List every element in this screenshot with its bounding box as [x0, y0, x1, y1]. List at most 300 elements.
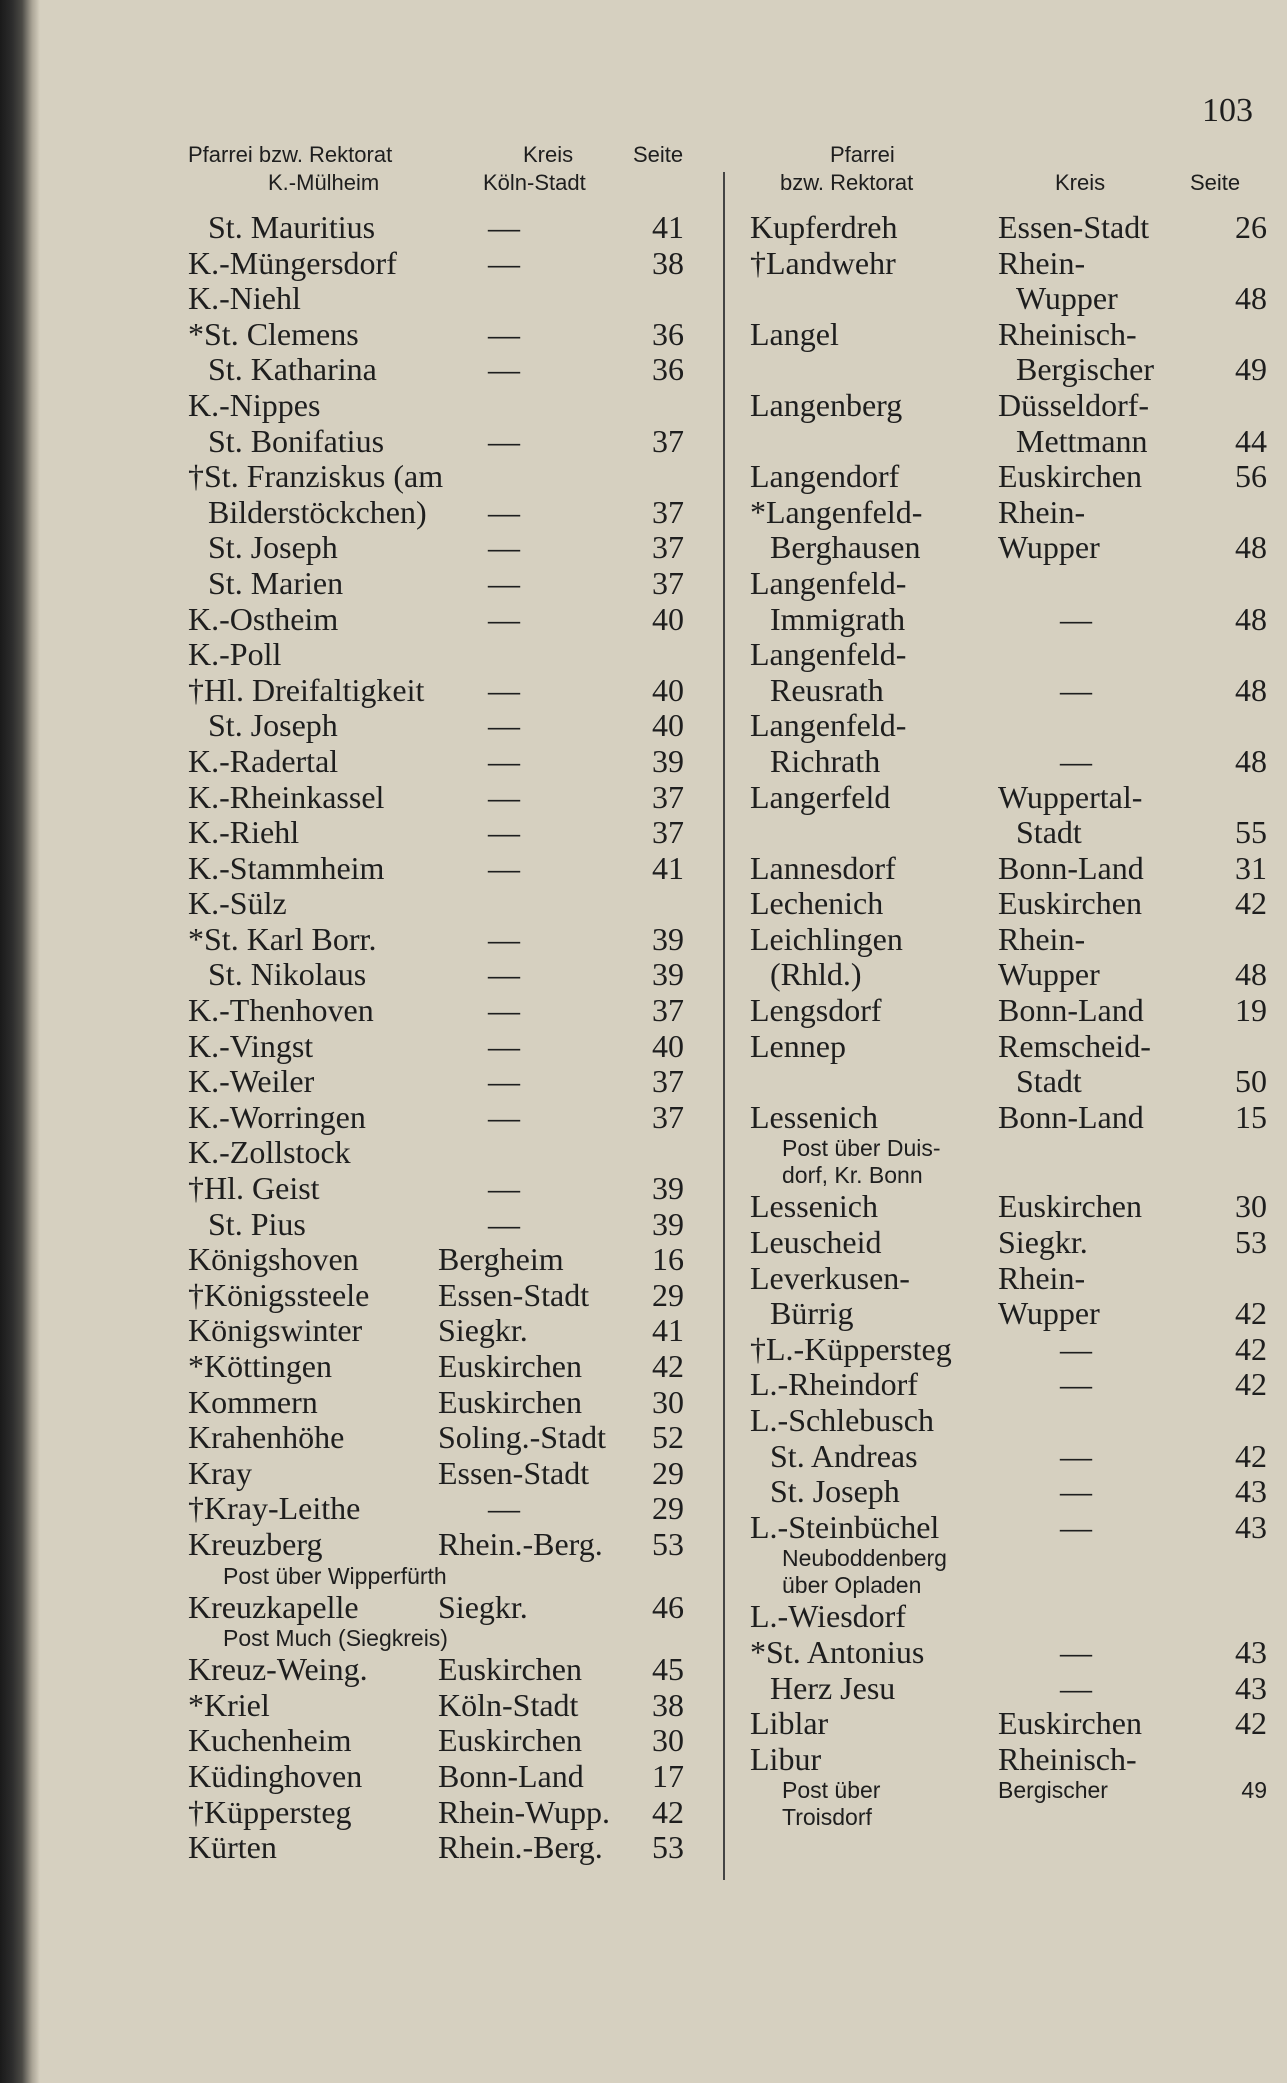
index-entry — [750, 1100, 1270, 1136]
district-name: — — [1060, 600, 1092, 637]
page-ref: 56 — [1235, 458, 1267, 495]
index-entry — [188, 1652, 708, 1688]
parish-name: Königshoven — [188, 1241, 359, 1278]
district-name: — — [488, 1490, 520, 1527]
page-ref: 39 — [652, 920, 684, 957]
header-kreis: Kreis — [523, 142, 574, 167]
district-name: — — [488, 956, 520, 993]
header-pfarrei: Pfarrei bzw. Rektorat — [188, 142, 393, 167]
district-name: — — [488, 209, 520, 245]
page-ref: 39 — [652, 1205, 684, 1242]
parish-name: Lengsdorf — [750, 992, 882, 1029]
parish-name: †L.-Küppersteg — [750, 1330, 952, 1367]
district-name: Euskirchen — [438, 1722, 582, 1759]
page-ref: 50 — [1235, 1063, 1267, 1100]
page-ref: 42 — [1235, 1366, 1267, 1403]
page-ref: 36 — [652, 351, 684, 388]
index-entry — [188, 1420, 708, 1456]
parish-name: K.-Vingst — [188, 1027, 314, 1064]
parish-name: †Landwehr — [750, 244, 896, 281]
index-entry — [750, 957, 1270, 993]
header-seite: Seite — [633, 142, 684, 167]
index-entry — [750, 1572, 1270, 1599]
parish-name: Lechenich — [750, 885, 884, 922]
page-ref: 53 — [652, 1829, 684, 1866]
parish-name: (Rhld.) — [770, 956, 862, 993]
parish-name: St. Pius — [208, 1205, 306, 1242]
parish-name: K.-Poll — [188, 636, 282, 673]
district-name: Rheinisch- — [998, 315, 1137, 352]
index-entry — [750, 993, 1270, 1029]
header-rektorat: bzw. Rektorat — [780, 170, 914, 195]
header-subtitle-kreis: Köln-Stadt — [483, 170, 586, 195]
parish-name: Kupferdreh — [750, 209, 898, 245]
index-entry — [188, 1171, 708, 1207]
index-entry — [188, 1207, 708, 1243]
district-name: — — [488, 422, 520, 459]
page-ref: 42 — [1235, 1295, 1267, 1332]
index-entry — [188, 993, 708, 1029]
index-entry — [188, 530, 708, 566]
page-ref: 17 — [652, 1757, 684, 1794]
parish-name: L.-Steinbüchel — [750, 1508, 940, 1545]
parish-name: *St. Karl Borr. — [188, 920, 377, 957]
index-entry — [750, 495, 1270, 531]
parish-name: L.-Schlebusch — [750, 1402, 934, 1438]
parish-name: Leichlingen — [750, 920, 903, 957]
district-name: Soling.-Stadt — [438, 1419, 607, 1456]
index-entry — [188, 1723, 708, 1759]
district-name: Bonn-Land — [438, 1757, 584, 1794]
index-entry — [188, 495, 708, 531]
index-entry — [188, 1491, 708, 1527]
parish-name: K.-Thenhoven — [188, 992, 374, 1029]
parish-name: K.-Riehl — [188, 814, 300, 851]
parish-name: dorf, Kr. Bonn — [782, 1162, 923, 1189]
district-name: Rhein- — [998, 920, 1086, 957]
left-column — [188, 140, 708, 1866]
district-name: — — [1060, 1633, 1092, 1670]
parish-name: Reusrath — [770, 671, 884, 708]
district-name: — — [488, 1170, 520, 1207]
index-entry — [750, 352, 1270, 388]
district-name: Bergischer — [998, 1777, 1108, 1804]
index-entry — [750, 1367, 1270, 1403]
parish-name: *St. Clemens — [188, 315, 359, 352]
page-ref: 43 — [1235, 1508, 1267, 1545]
index-entry — [188, 886, 708, 922]
parish-name: über Opladen — [782, 1572, 922, 1599]
district-name: — — [488, 564, 520, 601]
parish-name: Königswinter — [188, 1312, 363, 1349]
parish-name: K.-Stammheim — [188, 849, 385, 886]
page-ref: 38 — [652, 1686, 684, 1723]
district-name: Siegkr. — [438, 1312, 528, 1349]
parish-name: K.-Müngersdorf — [188, 244, 397, 281]
page-ref: 29 — [652, 1454, 684, 1491]
page-ref: 42 — [652, 1348, 684, 1384]
index-entry — [750, 459, 1270, 495]
index-entry — [188, 1029, 708, 1065]
district-name: Essen-Stadt — [998, 209, 1150, 245]
index-entry — [750, 1296, 1270, 1332]
parish-name: Leverkusen- — [750, 1259, 910, 1296]
page-ref: 42 — [1235, 1437, 1267, 1474]
page-ref: 42 — [1235, 1330, 1267, 1367]
parish-name: St. Joseph — [208, 529, 338, 566]
index-entry — [750, 851, 1270, 887]
index-entry — [750, 637, 1270, 673]
parish-name: Neuboddenberg — [782, 1545, 947, 1572]
page-ref: 41 — [652, 1312, 684, 1349]
index-entry — [750, 780, 1270, 816]
parish-name: Kommern — [188, 1383, 318, 1420]
parish-name: Libur — [750, 1740, 822, 1777]
parish-name: L.-Rheindorf — [750, 1366, 918, 1403]
page-ref: 30 — [652, 1383, 684, 1420]
parish-name: St. Mauritius — [208, 209, 376, 245]
parish-name: Kray — [188, 1454, 252, 1491]
parish-name: Richrath — [770, 742, 881, 779]
index-entry — [188, 637, 708, 673]
parish-name: K.-Radertal — [188, 742, 339, 779]
index-entry — [750, 922, 1270, 958]
page-ref: 31 — [1235, 849, 1267, 886]
parish-name: Troisdorf — [782, 1804, 872, 1831]
index-entry — [188, 815, 708, 851]
parish-name: Kreuzberg — [188, 1525, 323, 1562]
page-ref: 29 — [652, 1490, 684, 1527]
page-number: 103 — [1202, 92, 1253, 129]
district-name: Rhein- — [998, 493, 1086, 530]
index-entry — [750, 744, 1270, 780]
page-ref: 48 — [1235, 600, 1267, 637]
district-name: — — [488, 351, 520, 388]
index-entry — [750, 708, 1270, 744]
page-ref: 37 — [652, 564, 684, 601]
page-ref: 42 — [1235, 885, 1267, 922]
district-name: Euskirchen — [438, 1348, 582, 1384]
parish-name: *Köttingen — [188, 1348, 332, 1384]
index-entry — [750, 1029, 1270, 1065]
district-name: — — [1060, 1508, 1092, 1545]
parish-name: K.-Sülz — [188, 885, 287, 922]
district-name: Essen-Stadt — [438, 1454, 590, 1491]
page-ref: 29 — [652, 1276, 684, 1313]
parish-name: †Hl. Dreifaltigkeit — [188, 671, 425, 708]
page-ref: 15 — [1235, 1098, 1267, 1135]
index-entry — [188, 566, 708, 602]
page-ref: 37 — [652, 992, 684, 1029]
district-name: Wupper — [998, 1295, 1100, 1332]
index-entry — [750, 424, 1270, 460]
page-ref: 48 — [1235, 742, 1267, 779]
parish-name: Post über Duis- — [782, 1135, 941, 1162]
page-ref: 30 — [1235, 1188, 1267, 1225]
index-entry — [188, 388, 708, 424]
index-entry — [188, 957, 708, 993]
parish-name: Herz Jesu — [770, 1669, 896, 1706]
district-name: Euskirchen — [998, 1188, 1142, 1225]
district-name: Stadt — [1016, 814, 1082, 851]
index-entry — [750, 886, 1270, 922]
page-ref: 48 — [1235, 280, 1267, 317]
parish-name: Langel — [750, 315, 839, 352]
district-name: Wuppertal- — [998, 778, 1143, 815]
index-entry — [750, 1439, 1270, 1475]
index-entry — [750, 1545, 1270, 1572]
parish-name: *Kriel — [188, 1686, 270, 1723]
page-ref: 36 — [652, 315, 684, 352]
index-entry — [750, 530, 1270, 566]
district-name: — — [488, 244, 520, 281]
district-name: Remscheid- — [998, 1027, 1151, 1064]
district-name: Essen-Stadt — [438, 1276, 590, 1313]
parish-name: *St. Antonius — [750, 1633, 925, 1670]
parish-name: St. Andreas — [770, 1437, 918, 1474]
district-name: Euskirchen — [438, 1383, 582, 1420]
index-entry — [750, 1635, 1270, 1671]
index-entry — [750, 388, 1270, 424]
index-entry — [750, 815, 1270, 851]
index-entry — [188, 1830, 708, 1866]
index-entry — [750, 1225, 1270, 1261]
parish-name: K.-Rheinkassel — [188, 778, 385, 815]
district-name: Bonn-Land — [998, 992, 1144, 1029]
index-entry — [188, 851, 708, 887]
index-entry — [188, 317, 708, 353]
district-name: — — [1060, 1437, 1092, 1474]
page-ref: 40 — [652, 671, 684, 708]
page-ref: 30 — [652, 1722, 684, 1759]
parish-name: K.-Weiler — [188, 1063, 315, 1100]
index-entry — [188, 1385, 708, 1421]
district-name: — — [488, 742, 520, 779]
district-name: — — [488, 493, 520, 530]
parish-name: †Kray-Leithe — [188, 1490, 361, 1527]
district-name: Euskirchen — [438, 1651, 582, 1688]
index-entry — [188, 1590, 708, 1626]
index-entry — [188, 424, 708, 460]
district-name: Euskirchen — [998, 885, 1142, 922]
parish-name: L.-Wiesdorf — [750, 1598, 906, 1635]
page-ref: 37 — [652, 422, 684, 459]
parish-name: Kürten — [188, 1829, 277, 1866]
district-name: — — [488, 1205, 520, 1242]
parish-name: Liblar — [750, 1705, 829, 1742]
header-seite: Seite — [1190, 170, 1241, 195]
district-name: — — [1060, 1366, 1092, 1403]
district-name: — — [1060, 1473, 1092, 1510]
page-ref: 42 — [652, 1793, 684, 1830]
book-binding-shadow — [0, 0, 40, 2083]
index-entry — [188, 1135, 708, 1171]
index-entry — [750, 1135, 1270, 1162]
right-column — [750, 140, 1270, 1831]
district-name: — — [1060, 1330, 1092, 1367]
page-ref: 37 — [652, 1098, 684, 1135]
district-name: Siegkr. — [998, 1224, 1088, 1261]
index-entry — [188, 1759, 708, 1795]
left-column-header — [188, 140, 708, 204]
index-entry — [750, 210, 1270, 246]
parish-name: Post über Wipperfürth — [223, 1562, 447, 1589]
header-kreis: Kreis — [1055, 170, 1106, 195]
index-entry — [188, 1349, 708, 1385]
index-entry — [188, 1795, 708, 1831]
parish-name: Lessenich — [750, 1188, 878, 1225]
parish-name: Langenberg — [750, 386, 903, 423]
page-ref: 40 — [652, 1027, 684, 1064]
index-entry — [188, 1625, 708, 1652]
page-ref: 26 — [1235, 209, 1267, 245]
index-entry — [188, 210, 708, 246]
parish-name: Krahenhöhe — [188, 1419, 345, 1456]
index-entry — [188, 1563, 708, 1590]
parish-name: Langenfeld- — [750, 636, 907, 673]
district-name: Bergischer — [1016, 351, 1155, 388]
parish-name: Lessenich — [750, 1098, 878, 1135]
page-ref: 39 — [652, 956, 684, 993]
index-entry — [750, 1599, 1270, 1635]
right-column-header — [750, 140, 1270, 204]
page-ref: 37 — [652, 778, 684, 815]
index-entry — [188, 1456, 708, 1492]
index-entry — [750, 1742, 1270, 1778]
page-ref: 19 — [1235, 992, 1267, 1029]
page-ref: 55 — [1235, 814, 1267, 851]
district-name: — — [488, 1063, 520, 1100]
page-ref: 41 — [652, 209, 684, 245]
index-entry — [188, 602, 708, 638]
district-name: — — [488, 529, 520, 566]
page-ref: 37 — [652, 814, 684, 851]
parish-name: St. Joseph — [208, 707, 338, 744]
district-name: Bergheim — [438, 1241, 564, 1278]
right-entry-list — [750, 210, 1270, 1831]
parish-name: Kreuz-Weing. — [188, 1651, 368, 1688]
district-name: Düsseldorf- — [998, 386, 1150, 423]
parish-name: Langerfeld — [750, 778, 891, 815]
district-name: Bonn-Land — [998, 1098, 1144, 1135]
index-entry — [750, 602, 1270, 638]
parish-name: Berghausen — [770, 529, 921, 566]
index-entry — [750, 1261, 1270, 1297]
page-ref: 40 — [652, 707, 684, 744]
district-name: Rhein.-Berg. — [438, 1829, 603, 1866]
district-name: — — [1060, 742, 1092, 779]
district-name: Köln-Stadt — [438, 1686, 579, 1723]
index-entry — [188, 708, 708, 744]
index-entry — [188, 1100, 708, 1136]
page-ref: 39 — [652, 742, 684, 779]
page-ref: 49 — [1241, 1777, 1267, 1804]
page-ref: 16 — [652, 1241, 684, 1278]
header-pfarrei: Pfarrei — [830, 142, 895, 167]
index-entry — [188, 673, 708, 709]
parish-name: Küdinghoven — [188, 1757, 363, 1794]
page-ref: 40 — [652, 600, 684, 637]
index-entry — [750, 317, 1270, 353]
index-entry — [750, 1189, 1270, 1225]
district-name: — — [488, 992, 520, 1029]
parish-name: Lannesdorf — [750, 849, 896, 886]
index-entry — [188, 744, 708, 780]
index-entry — [750, 1474, 1270, 1510]
parish-name: Lennep — [750, 1027, 846, 1064]
index-entry — [188, 281, 708, 317]
index-entry — [188, 1527, 708, 1563]
district-name: — — [488, 814, 520, 851]
parish-name: Leuscheid — [750, 1224, 882, 1261]
parish-name: Bilderstöckchen) — [208, 493, 427, 530]
index-entry — [188, 1242, 708, 1278]
left-entry-list — [188, 210, 708, 1866]
page-ref: 49 — [1235, 351, 1267, 388]
page-ref: 41 — [652, 849, 684, 886]
index-entry — [188, 922, 708, 958]
index-entry — [750, 566, 1270, 602]
page-ref: 43 — [1235, 1633, 1267, 1670]
index-entry — [188, 246, 708, 282]
index-entry — [750, 1510, 1270, 1546]
page-ref: 48 — [1235, 529, 1267, 566]
district-name: — — [1060, 1669, 1092, 1706]
index-entry — [750, 1777, 1270, 1804]
header-subtitle-district: K.-Mülheim — [268, 170, 380, 195]
index-entry — [188, 1278, 708, 1314]
parish-name: K.-Nippes — [188, 386, 321, 423]
page-ref: 48 — [1235, 671, 1267, 708]
district-name: Euskirchen — [998, 458, 1142, 495]
parish-name: K.-Niehl — [188, 280, 301, 317]
page-ref: 45 — [652, 1651, 684, 1688]
district-name: Rhein- — [998, 244, 1086, 281]
index-entry — [750, 281, 1270, 317]
index-entry — [750, 246, 1270, 282]
district-name: Stadt — [1016, 1063, 1082, 1100]
district-name: Rheinisch- — [998, 1740, 1137, 1777]
page-ref: 43 — [1235, 1669, 1267, 1706]
page-ref: 46 — [652, 1588, 684, 1625]
index-entry — [750, 1403, 1270, 1439]
district-name: Rhein.-Berg. — [438, 1525, 603, 1562]
district-name: — — [488, 707, 520, 744]
page-ref: 43 — [1235, 1473, 1267, 1510]
index-entry — [750, 1671, 1270, 1707]
parish-name: St. Katharina — [208, 351, 377, 388]
parish-name: K.-Zollstock — [188, 1134, 351, 1171]
page-ref: 44 — [1235, 422, 1267, 459]
district-name: — — [488, 1098, 520, 1135]
district-name: Rhein- — [998, 1259, 1086, 1296]
parish-name: K.-Ostheim — [188, 600, 339, 637]
index-entry — [188, 1064, 708, 1100]
page-ref: 53 — [652, 1525, 684, 1562]
district-name: — — [488, 315, 520, 352]
district-name: Wupper — [998, 529, 1100, 566]
parish-name: Langenfeld- — [750, 707, 907, 744]
district-name: — — [488, 778, 520, 815]
page-ref: 52 — [652, 1419, 684, 1456]
parish-name: †Hl. Geist — [188, 1170, 320, 1207]
parish-name: †Küppersteg — [188, 1793, 352, 1830]
district-name: — — [488, 1027, 520, 1064]
district-name: — — [1060, 671, 1092, 708]
district-name: — — [488, 920, 520, 957]
district-name: Wupper — [1016, 280, 1118, 317]
parish-name: St. Nikolaus — [208, 956, 367, 993]
